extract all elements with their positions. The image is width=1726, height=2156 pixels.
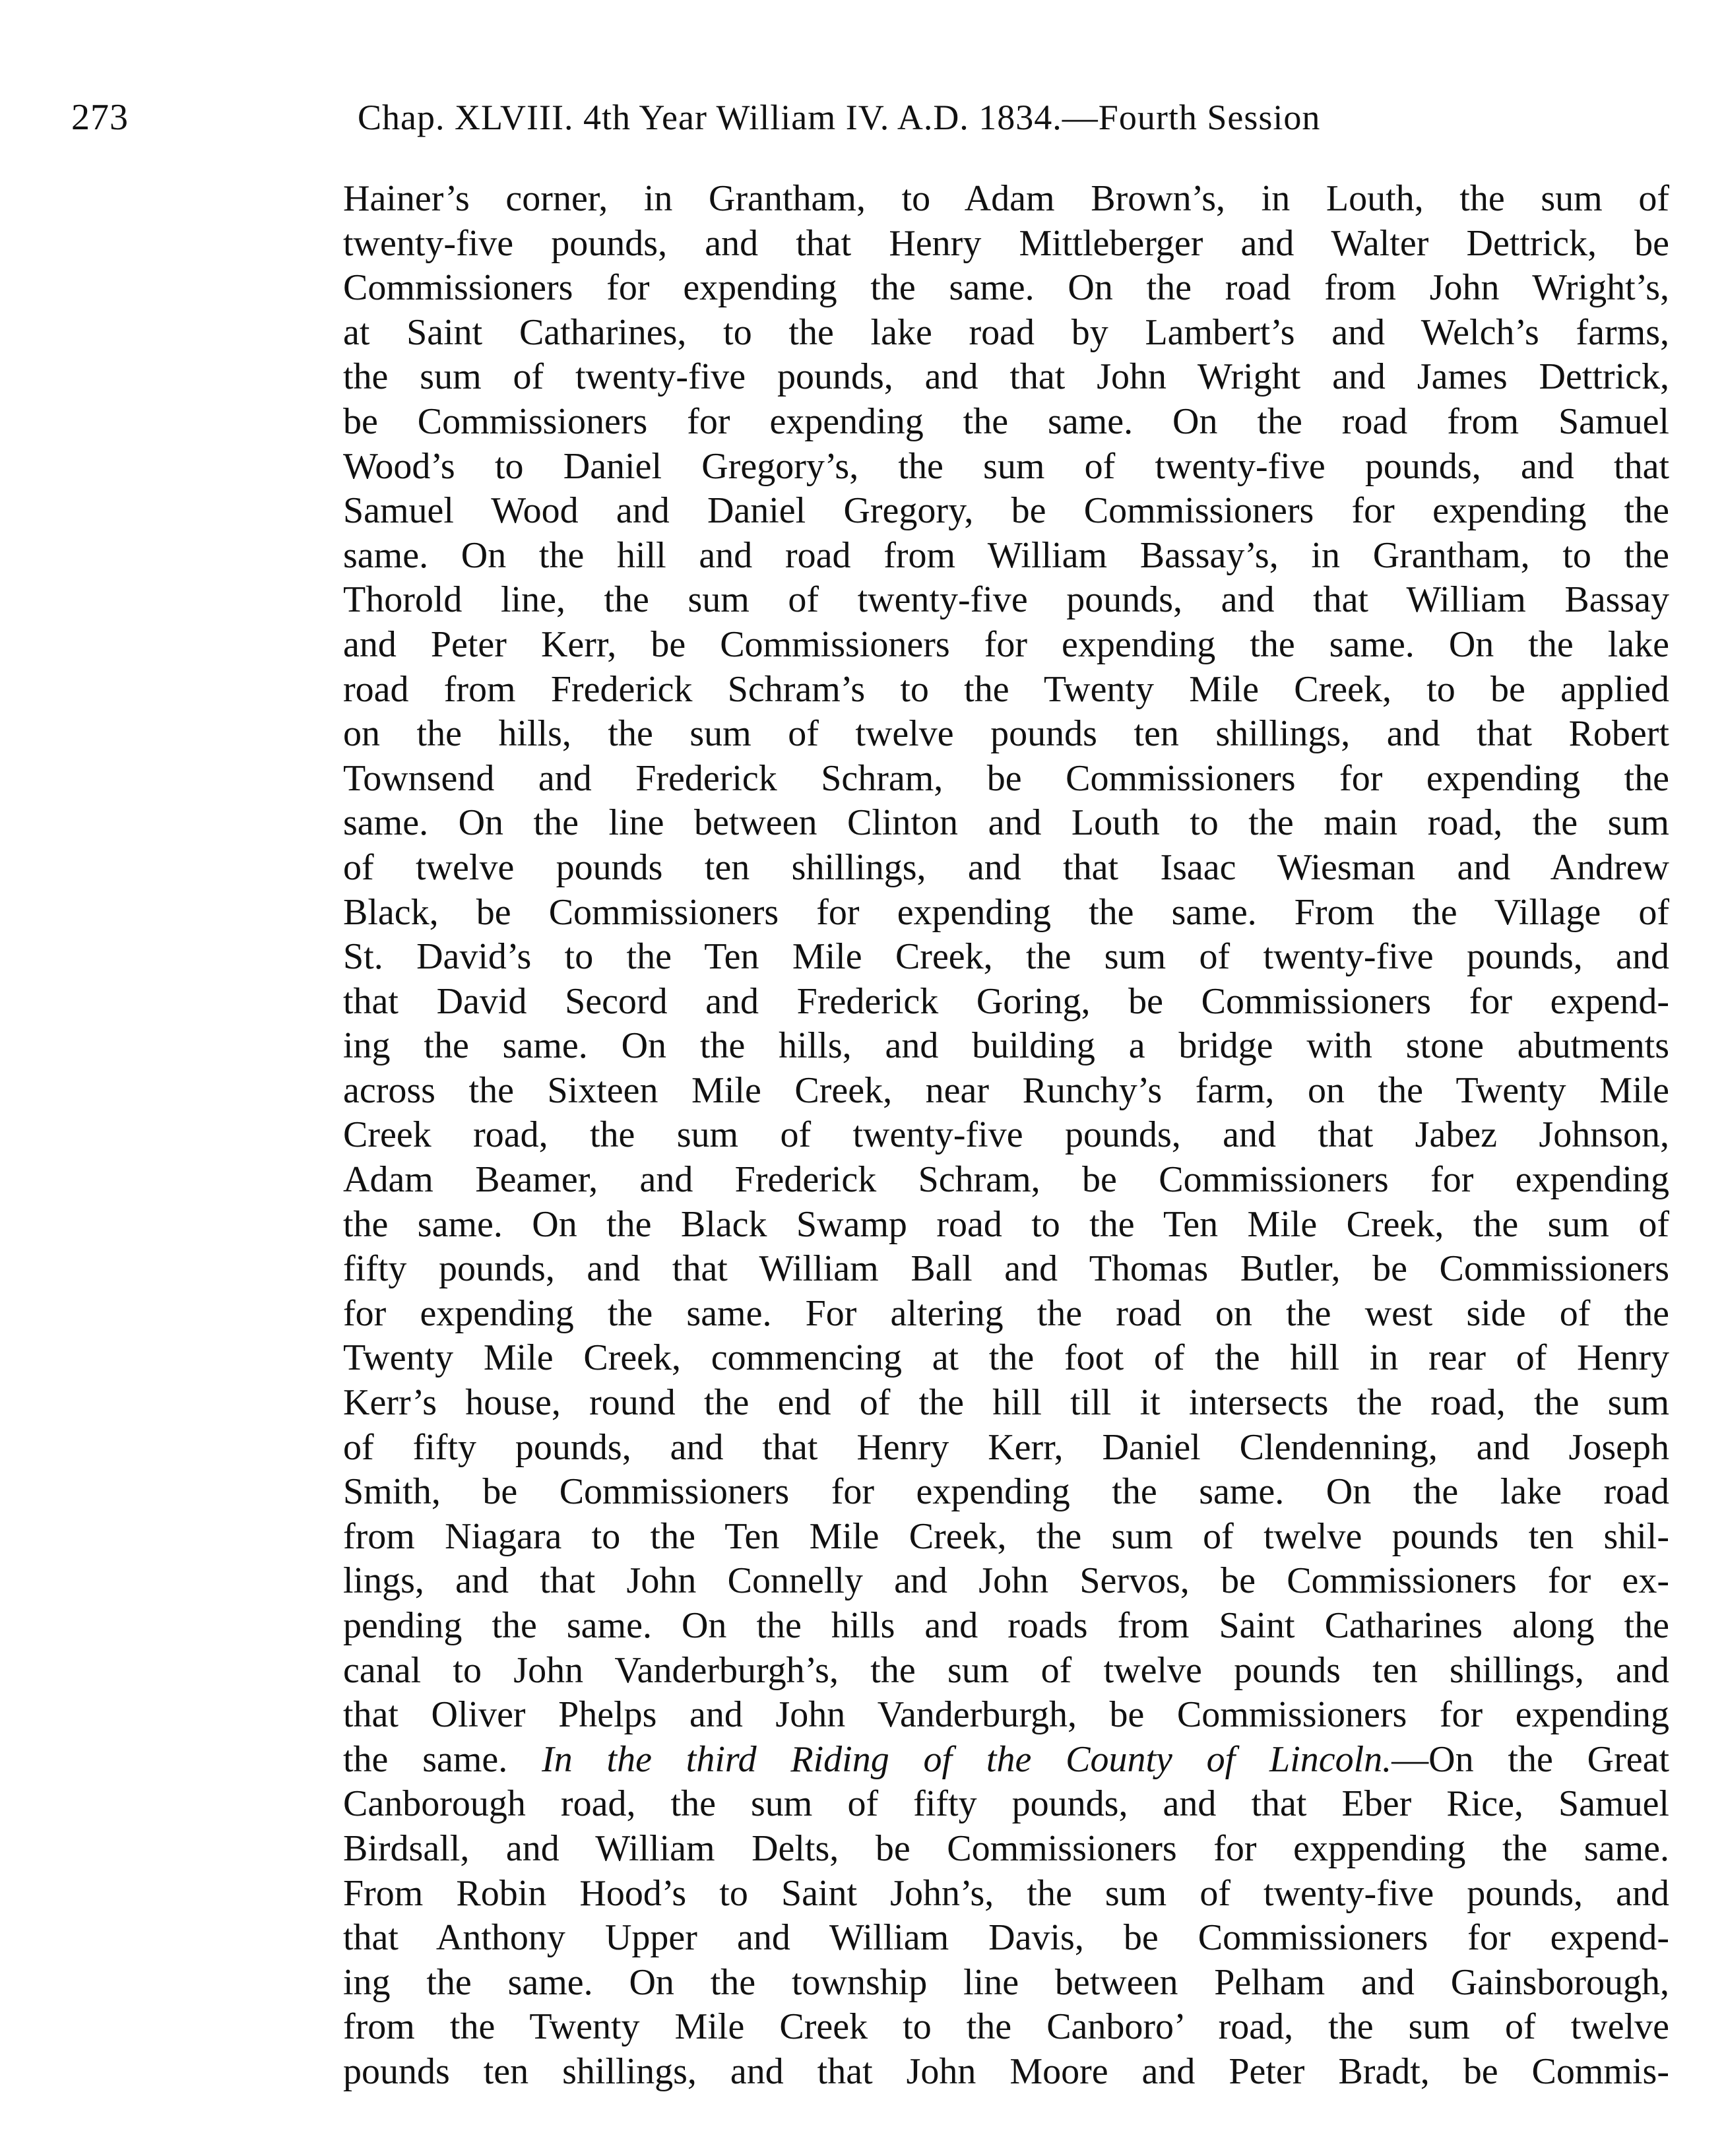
text-line: of fifty pounds, and that Henry Kerr, Daniel Clendenning, and Joseph: [343, 1426, 1669, 1468]
running-head: Chap. XLVIII. 4th Year William IV. A.D. 1834.—Fourth Session: [358, 98, 1321, 137]
text-line: Adam Beamer, and Frederick Schram, be Commissioners for expending: [343, 1159, 1669, 1201]
text-line: Creek road, the sum of twenty-five pounds, and that Jabez Johnson,: [343, 1114, 1669, 1156]
text-line: for expending the same. For altering the road on the west side of the: [343, 1292, 1669, 1334]
text-line: Smith, be Commissioners for expending the same. On the lake road: [343, 1471, 1669, 1513]
text-line: be Commissioners for expending the same. On the road from Samuel: [343, 400, 1669, 442]
text-line-after: —On the Great: [1391, 1738, 1669, 1780]
text-line: the sum of twenty-five pounds, and that John Wright and James Dettrick,: [343, 356, 1669, 398]
text-line: Kerr’s house, round the end of the hill till it intersects the road, the sum: [343, 1382, 1669, 1424]
text-line: [343, 1738, 1669, 1783]
text-line: pounds ten shillings, and that John Moore and Peter Bradt, be Commis-: [343, 2050, 1669, 2092]
text-line: Townsend and Frederick Schram, be Commissioners for expending the: [343, 757, 1669, 799]
text-line: from Niagara to the Ten Mile Creek, the sum of twelve pounds ten shil-: [343, 1515, 1669, 1557]
text-line: From Robin Hood’s to Saint John’s, the sum of twenty-five pounds, and: [343, 1872, 1669, 1914]
text-line: lings, and that John Connelly and John Servos, be Commissioners for ex-: [343, 1560, 1669, 1602]
text-line: Wood’s to Daniel Gregory’s, the sum of twenty-five pounds, and that: [343, 445, 1669, 487]
text-line: same. On the hill and road from William Bassay’s, in Grantham, to the: [343, 534, 1669, 576]
text-line: that Oliver Phelps and John Vanderburgh, be Commissioners for expending: [343, 1694, 1669, 1736]
text-line: Commissioners for expending the same. On the road from John Wright’s,: [343, 267, 1669, 309]
text-line: road from Frederick Schram’s to the Twenty Mile Creek, to be applied: [343, 668, 1669, 710]
text-line: on the hills, the sum of twelve pounds ten shillings, and that Robert: [343, 713, 1669, 755]
text-line: and Peter Kerr, be Commissioners for expending the same. On the lake: [343, 623, 1669, 665]
text-line: fifty pounds, and that William Ball and Thomas Butler, be Commissioners: [343, 1248, 1669, 1290]
text-line: from the Twenty Mile Creek to the Canboro’ road, the sum of twelve: [343, 2006, 1669, 2048]
text-line: pending the same. On the hills and roads from Saint Catharines along the: [343, 1605, 1669, 1646]
italic-heading: In the third Riding of the County of Lincoln.: [542, 1738, 1392, 1780]
text-line: ing the same. On the township line between Pelham and Gainsborough,: [343, 1961, 1669, 2003]
text-line: canal to John Vanderburgh’s, the sum of twelve pounds ten shillings, and: [343, 1649, 1669, 1691]
text-line: Black, be Commissioners for expending the same. From the Village of: [343, 891, 1669, 933]
body-text: [343, 177, 1669, 2095]
text-line: the same. On the Black Swamp road to the Ten Mile Creek, the sum of: [343, 1203, 1669, 1245]
text-line: St. David’s to the Ten Mile Creek, the sum of twenty-five pounds, and: [343, 936, 1669, 978]
text-line: Twenty Mile Creek, commencing at the foot of the hill in rear of Henry: [343, 1337, 1669, 1379]
text-line: Samuel Wood and Daniel Gregory, be Commissioners for expending the: [343, 490, 1669, 532]
text-line: at Saint Catharines, to the lake road by Lambert’s and Welch’s farms,: [343, 311, 1669, 353]
text-line: that David Secord and Frederick Goring, be Commissioners for expend-: [343, 980, 1669, 1022]
text-line: of twelve pounds ten shillings, and that Isaac Wiesman and Andrew: [343, 846, 1669, 888]
text-line: Birdsall, and William Delts, be Commissioners for exppending the same.: [343, 1827, 1669, 1869]
text-line: that Anthony Upper and William Davis, be Commissioners for expend-: [343, 1917, 1669, 1959]
page-header: [71, 91, 1642, 144]
text-line: same. On the line between Clinton and Louth to the main road, the sum: [343, 802, 1669, 844]
page-number: 273: [71, 97, 129, 138]
text-line: ing the same. On the hills, and building a bridge with stone abutments: [343, 1025, 1669, 1067]
text-line: Hainer’s corner, in Grantham, to Adam Brown’s, in Louth, the sum of: [343, 178, 1669, 219]
text-line: twenty-five pounds, and that Henry Mittleberger and Walter Dettrick, be: [343, 222, 1669, 264]
text-line-before: the same.: [343, 1738, 542, 1780]
text-line: Thorold line, the sum of twenty-five pounds, and that William Bassay: [343, 579, 1669, 621]
text-line: Canborough road, the sum of fifty pounds, and that Eber Rice, Samuel: [343, 1783, 1669, 1825]
text-line: across the Sixteen Mile Creek, near Runchy’s farm, on the Twenty Mile: [343, 1069, 1669, 1111]
